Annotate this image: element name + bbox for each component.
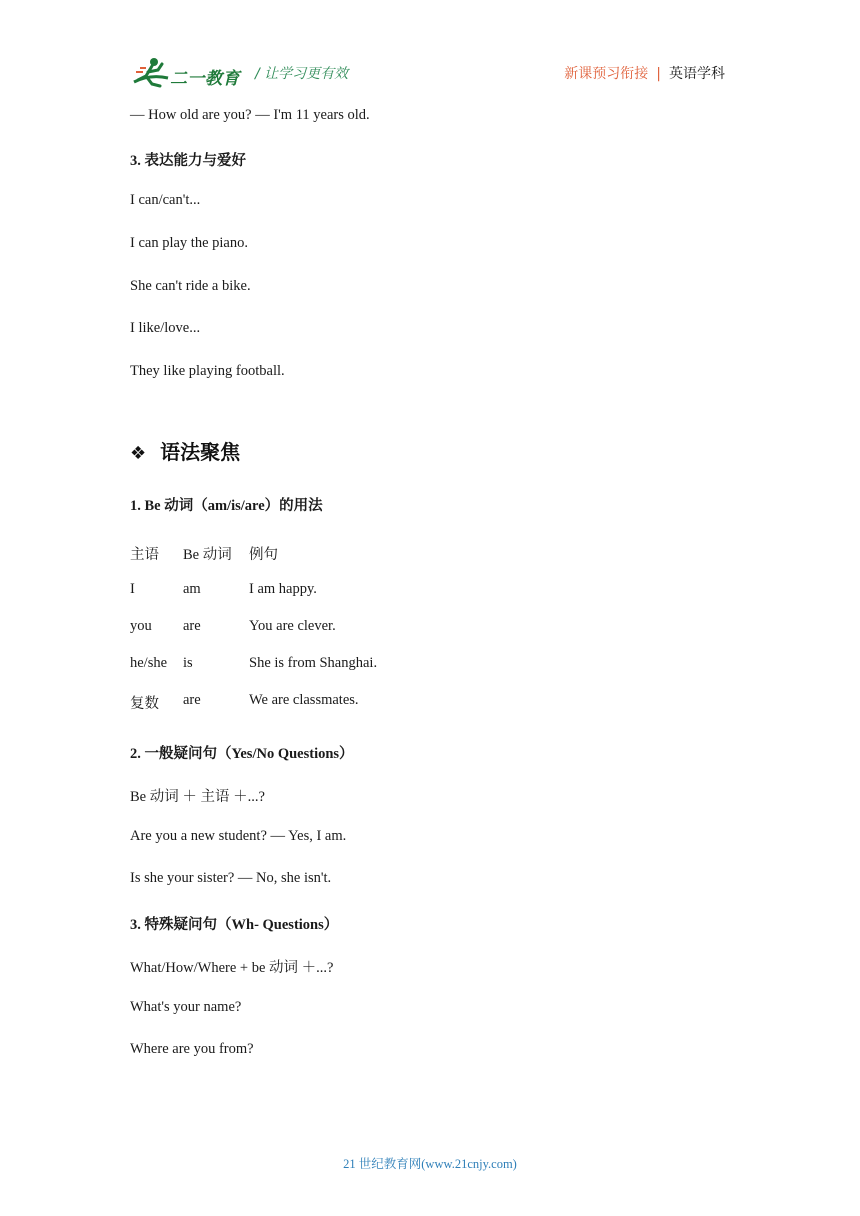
header-slogan: / 让学习更有效 [255,66,349,82]
text-line: — How old are you? — I'm 11 years old. [130,107,370,123]
page-footer: 21 世纪教育网(www.21cnjy.com) [343,1157,517,1171]
subheading: 3. 特殊疑问句（Wh- Questions） [130,917,339,933]
logo-text: 二一教育 [170,69,240,89]
header-course-label: 新课预习衔接 [564,66,649,82]
text-line: Are you a new student? — Yes, I am. [130,828,347,844]
table-cell: are [183,692,201,708]
subheading: 3. 表达能力与爱好 [130,153,246,169]
text-line: Is she your sister? — No, she isn't. [130,870,332,886]
text-line: What/How/Where + be 动词 ＋...? [130,960,334,976]
table-cell: am [183,581,201,597]
text-line: What's your name? [130,999,242,1015]
table-cell: is [183,655,193,671]
table-cell: 复数 [130,696,159,712]
page-header [130,56,725,92]
table-header-cell: Be 动词 [183,547,232,563]
table-cell: I [130,581,135,597]
table-cell: We are classmates. [249,692,359,708]
header-separator: | [656,66,661,82]
table-cell: I am happy. [249,581,317,597]
table-header-cell: 主语 [130,547,159,563]
text-line: I can/can't... [130,192,201,208]
text-line: I can play the piano. [130,235,248,251]
table-cell: you [130,618,152,634]
subheading: 2. 一般疑问句（Yes/No Questions） [130,746,354,762]
text-line: I like/love... [130,320,201,336]
section-heading [130,436,240,465]
header-right [564,63,725,83]
diamond-bullet-icon: ❖ [130,443,147,464]
section-title-text: 语法聚焦 [160,440,241,464]
subheading: 1. Be 动词（am/is/are）的用法 [130,498,323,514]
table-cell: he/she [130,655,168,671]
text-line: Be 动词 ＋ 主语 ＋...? [130,789,265,805]
table-header-cell: 例句 [249,547,278,563]
table-cell: She is from Shanghai. [249,655,378,671]
text-line: She can't ride a bike. [130,278,251,294]
text-line: They like playing football. [130,363,285,379]
header-subject-label: 英语学科 [669,66,725,82]
table-cell: are [183,618,201,634]
table-cell: You are clever. [249,618,336,634]
text-line: Where are you from? [130,1041,254,1057]
